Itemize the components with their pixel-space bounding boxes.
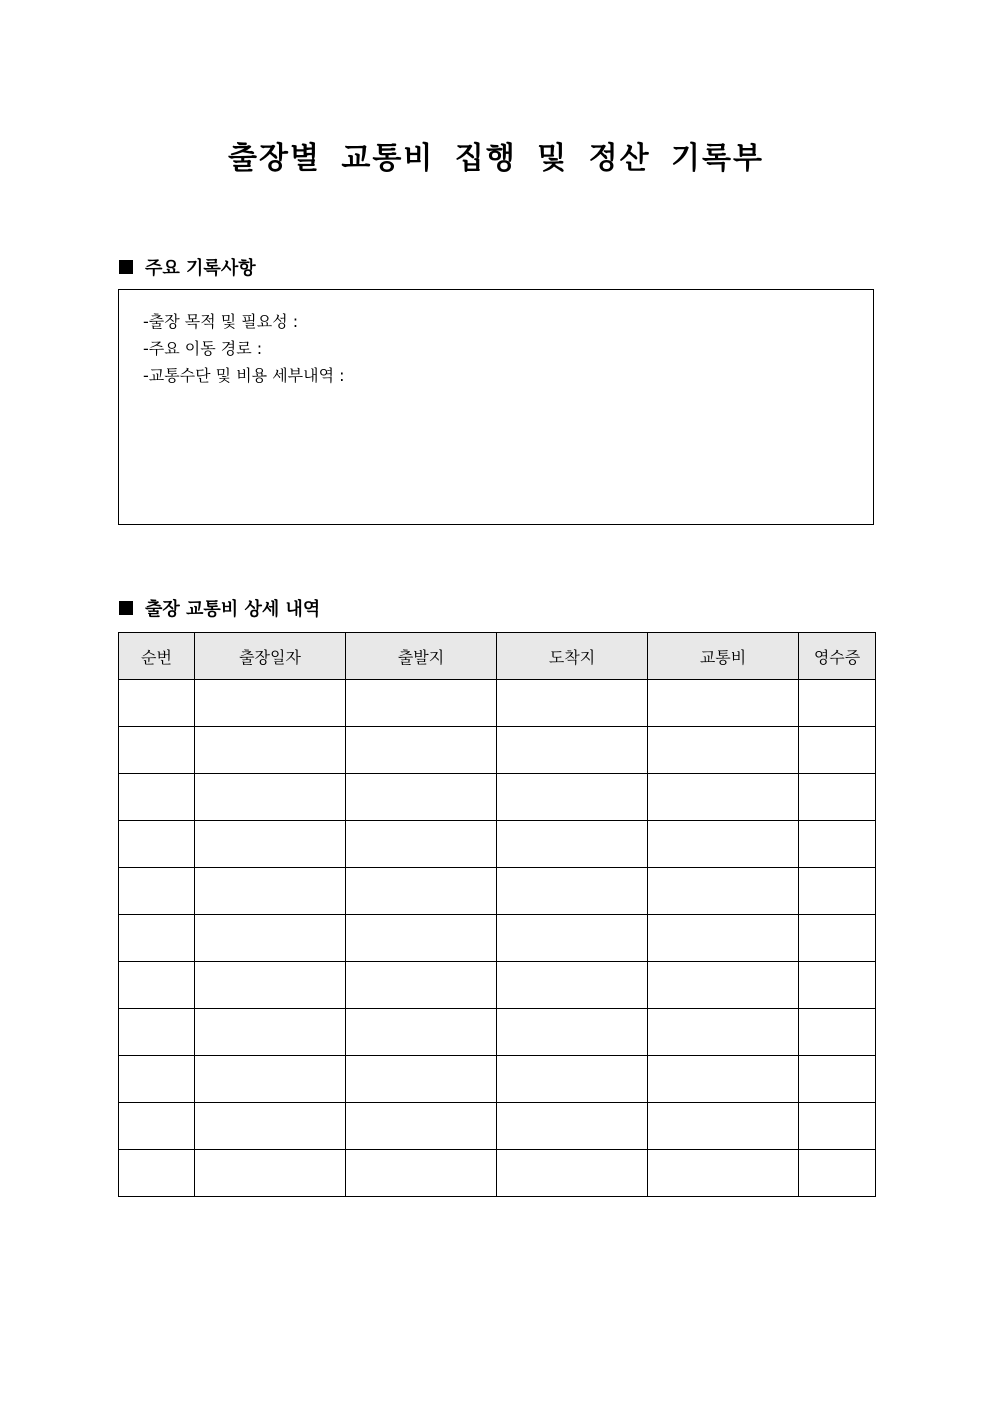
cell-arrival[interactable]	[497, 1056, 648, 1103]
cell-receipt[interactable]	[799, 680, 876, 727]
cell-receipt[interactable]	[799, 774, 876, 821]
column-header-departure: 출발지	[346, 633, 497, 680]
cell-arrival[interactable]	[497, 915, 648, 962]
cell-fare[interactable]	[648, 1150, 799, 1197]
cell-arrival[interactable]	[497, 962, 648, 1009]
table-row	[119, 1150, 876, 1197]
cell-receipt[interactable]	[799, 915, 876, 962]
table-row	[119, 680, 876, 727]
table-header-row	[119, 633, 876, 680]
cell-date[interactable]	[195, 821, 346, 868]
column-header-date: 출장일자	[195, 633, 346, 680]
cell-date[interactable]	[195, 1056, 346, 1103]
table-row	[119, 774, 876, 821]
cell-no[interactable]	[119, 962, 195, 1009]
cell-arrival[interactable]	[497, 727, 648, 774]
notes-section-heading	[119, 254, 256, 280]
notes-box[interactable]	[118, 289, 874, 525]
cell-departure[interactable]	[346, 1150, 497, 1197]
cell-fare[interactable]	[648, 1009, 799, 1056]
cell-date[interactable]	[195, 915, 346, 962]
cell-no[interactable]	[119, 868, 195, 915]
table-row	[119, 1103, 876, 1150]
cell-arrival[interactable]	[497, 680, 648, 727]
note-line-route: -주요 이동 경로 :	[143, 339, 263, 358]
page-title: 출장별 교통비 집행 및 정산 기록부	[228, 141, 764, 176]
cell-date[interactable]	[195, 868, 346, 915]
cell-arrival[interactable]	[497, 1103, 648, 1150]
cell-no[interactable]	[119, 774, 195, 821]
table-row	[119, 962, 876, 1009]
table-row	[119, 1009, 876, 1056]
cell-no[interactable]	[119, 821, 195, 868]
cell-departure[interactable]	[346, 680, 497, 727]
detail-table	[118, 632, 876, 1197]
black-square-icon	[119, 601, 133, 615]
detail-section-heading	[119, 595, 320, 621]
cell-fare[interactable]	[648, 1103, 799, 1150]
cell-departure[interactable]	[346, 868, 497, 915]
cell-departure[interactable]	[346, 727, 497, 774]
cell-date[interactable]	[195, 727, 346, 774]
note-line-purpose: -출장 목적 및 필요성 :	[143, 312, 299, 331]
cell-receipt[interactable]	[799, 1103, 876, 1150]
cell-departure[interactable]	[346, 774, 497, 821]
cell-receipt[interactable]	[799, 727, 876, 774]
cell-receipt[interactable]	[799, 1150, 876, 1197]
cell-no[interactable]	[119, 915, 195, 962]
cell-date[interactable]	[195, 1150, 346, 1197]
cell-receipt[interactable]	[799, 1009, 876, 1056]
cell-date[interactable]	[195, 774, 346, 821]
cell-receipt[interactable]	[799, 821, 876, 868]
cell-no[interactable]	[119, 727, 195, 774]
cell-no[interactable]	[119, 1150, 195, 1197]
cell-date[interactable]	[195, 680, 346, 727]
cell-fare[interactable]	[648, 868, 799, 915]
note-line-transport: -교통수단 및 비용 세부내역 :	[143, 366, 345, 385]
cell-no[interactable]	[119, 680, 195, 727]
cell-departure[interactable]	[346, 1103, 497, 1150]
cell-departure[interactable]	[346, 1009, 497, 1056]
cell-fare[interactable]	[648, 962, 799, 1009]
column-header-receipt: 영수증	[799, 633, 876, 680]
cell-departure[interactable]	[346, 821, 497, 868]
column-header-no: 순번	[119, 633, 195, 680]
cell-fare[interactable]	[648, 821, 799, 868]
notes-heading-text: 주요 기록사항	[145, 258, 256, 279]
cell-receipt[interactable]	[799, 962, 876, 1009]
cell-arrival[interactable]	[497, 868, 648, 915]
cell-date[interactable]	[195, 1009, 346, 1056]
table-row	[119, 1056, 876, 1103]
cell-fare[interactable]	[648, 680, 799, 727]
cell-arrival[interactable]	[497, 1150, 648, 1197]
cell-arrival[interactable]	[497, 1009, 648, 1056]
cell-fare[interactable]	[648, 1056, 799, 1103]
column-header-arrival: 도착지	[497, 633, 648, 680]
cell-fare[interactable]	[648, 727, 799, 774]
cell-no[interactable]	[119, 1056, 195, 1103]
cell-receipt[interactable]	[799, 868, 876, 915]
cell-no[interactable]	[119, 1103, 195, 1150]
cell-arrival[interactable]	[497, 821, 648, 868]
cell-no[interactable]	[119, 1009, 195, 1056]
cell-arrival[interactable]	[497, 774, 648, 821]
black-square-icon	[119, 260, 133, 274]
cell-fare[interactable]	[648, 774, 799, 821]
cell-departure[interactable]	[346, 1056, 497, 1103]
table-row	[119, 727, 876, 774]
column-header-fare: 교통비	[648, 633, 799, 680]
cell-departure[interactable]	[346, 962, 497, 1009]
detail-heading-text: 출장 교통비 상세 내역	[145, 599, 321, 620]
cell-departure[interactable]	[346, 915, 497, 962]
table-row	[119, 915, 876, 962]
cell-receipt[interactable]	[799, 1056, 876, 1103]
table-row	[119, 868, 876, 915]
table-row	[119, 821, 876, 868]
cell-date[interactable]	[195, 1103, 346, 1150]
cell-date[interactable]	[195, 962, 346, 1009]
cell-fare[interactable]	[648, 915, 799, 962]
